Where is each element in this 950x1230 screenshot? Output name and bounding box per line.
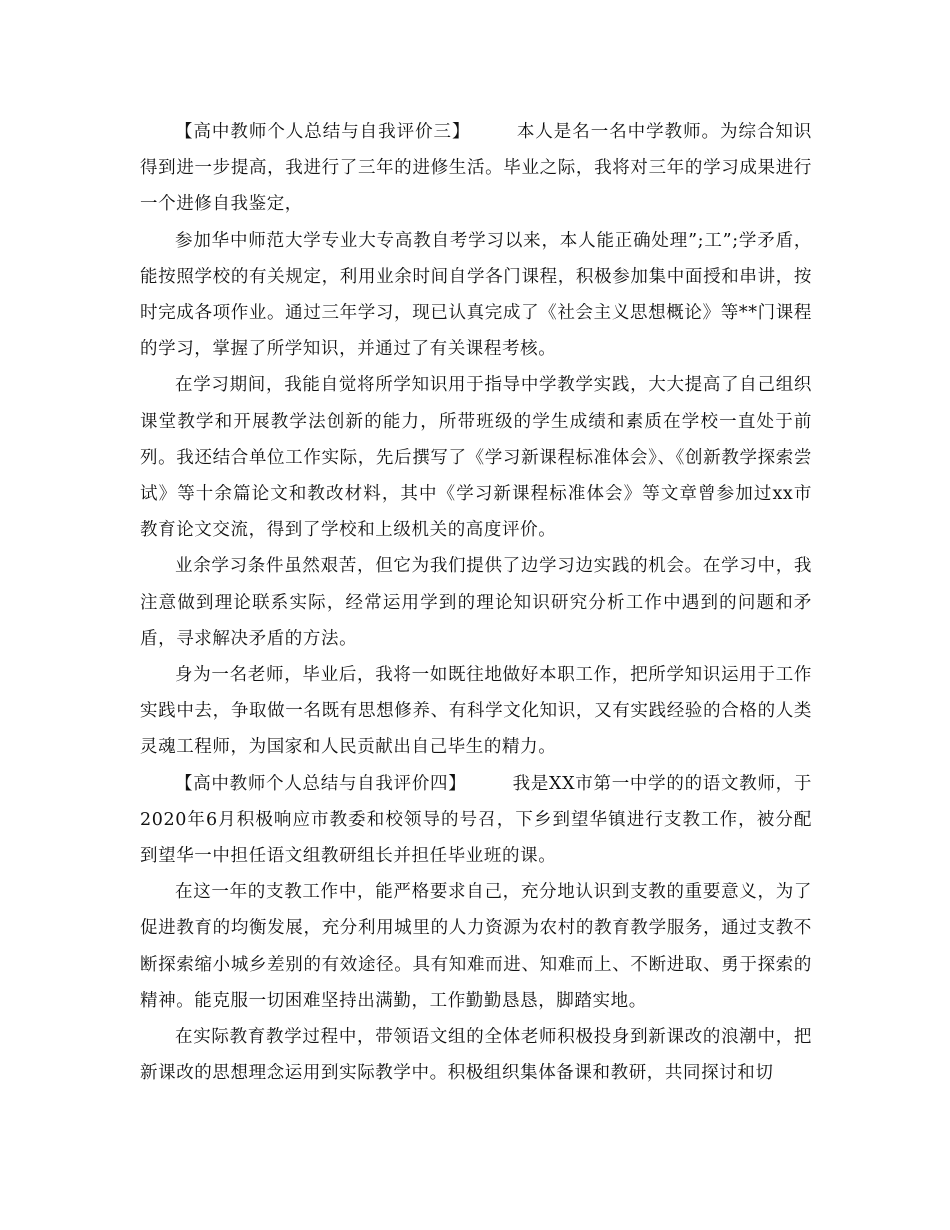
- paragraph-7: [140, 874, 812, 1019]
- paragraph-text: 在学习期间，我能自觉将所学知识用于指导中学教学实践，大大提高了自己组织课堂教学和开展教学法创新的能力，所带班级的学生成绩和素质在学校一直处于前列。我还结合单位工作实际，先后撰写了《学习新课程标准体会》、《创新教学探索尝试》等十余篇论文和教改材料，其中《学习新课程标准体会》等文章曾参加过xx市教育论文交流，得到了学校和上级机关的高度评价。: [140, 375, 812, 541]
- paragraph-3: [140, 367, 812, 548]
- paragraph-5: [140, 657, 812, 766]
- document-body: [140, 114, 812, 1091]
- paragraph-1: [140, 114, 812, 223]
- section-heading-3: 【高中教师个人总结与自我评价三】: [175, 122, 471, 142]
- paragraph-text: 在这一年的支教工作中，能严格要求自己，充分地认识到支教的重要意义，为了促进教育的均衡发展，充分利用城里的人力资源为农村的教育教学服务，通过支教不断探索缩小城乡差别的有效途径。具有知难而进、知难而上、不断进取、勇于探索的精神。能克服一切困难坚持出满勤，工作勤勤恳恳，脚踏实地。: [140, 882, 812, 1011]
- paragraph-2: [140, 223, 812, 368]
- paragraph-8: [140, 1019, 812, 1091]
- paragraph-text: 在实际教育教学过程中，带领语文组的全体老师积极投身到新课改的浪潮中，把新课改的思想理念运用到实际教学中。积极组织集体备课和教研，共同探讨和切: [140, 1027, 812, 1084]
- section-heading-4: 【高中教师个人总结与自我评价四】: [175, 773, 467, 794]
- paragraph-text: 参加华中师范大学专业大专高教自考学习以来，本人能正确处理”;工”;学矛盾，能按照学校的有关规定，利用业余时间自学各门课程，积极参加集中面授和串讲，按时完成各项作业。通过三年学习，现已认真完成了《社会主义思想概论》等**门课程的学习，掌握了所学知识，并通过了有关课程考核。: [140, 230, 812, 360]
- paragraph-4: [140, 548, 812, 657]
- paragraph-6: [140, 766, 812, 875]
- paragraph-text: 我是XX市第一中学的的语文教师，于2020年6月积极响应市教委和校领导的号召，下乡到望华镇进行支教工作，被分配到望华一中担任语文组教研组长并担任毕业班的课。: [140, 773, 812, 867]
- paragraph-text: 本人是名一名中学教师。为综合知识得到进一步提高，我进行了三年的进修生活。毕业之际，我将对三年的学习成果进行一个进修自我鉴定，: [140, 122, 812, 215]
- paragraph-text: 身为一名老师，毕业后，我将一如既往地做好本职工作，把所学知识运用于工作实践中去，争取做一名既有思想修养、有科学文化知识，又有实践经验的合格的人类灵魂工程师，为国家和人民贡献出自己毕生的精力。: [140, 665, 812, 758]
- paragraph-text: 业余学习条件虽然艰苦，但它为我们提供了边学习边实践的机会。在学习中，我注意做到理论联系实际，经常运用学到的理论知识研究分析工作中遇到的问题和矛盾，寻求解决矛盾的方法。: [140, 556, 812, 649]
